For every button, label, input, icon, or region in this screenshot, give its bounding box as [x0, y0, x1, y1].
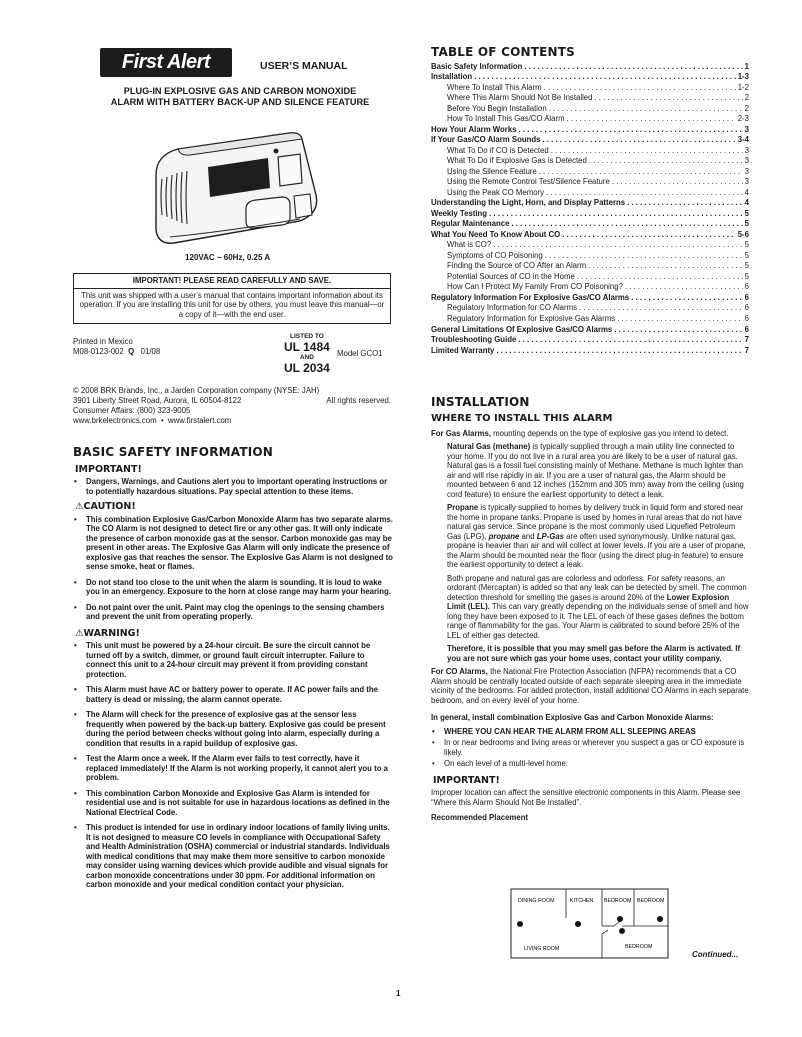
toc-leader-dots	[562, 230, 736, 241]
toc-leader-dots	[577, 272, 743, 283]
toc-entry-page: 5	[744, 271, 749, 281]
toc-entry-page: 6	[744, 314, 749, 323]
toc-entry-title: What is CO?	[447, 240, 492, 250]
lpgas-italic: LP-Gas	[536, 531, 564, 541]
room-bedroom-3: BEDROOM	[625, 944, 653, 950]
toc-entry[interactable]	[431, 282, 749, 293]
lel-paragraph	[431, 574, 749, 641]
caution-bullet: • Do not stand too close to the unit when the alarm is sounding. It is loud to wake you in an emergency. Exposure to the horn at close range may harm your hearing.	[73, 578, 393, 597]
toc-entry[interactable]	[431, 230, 749, 241]
toc-leader-dots	[519, 125, 743, 136]
toc-entry-title: Regular Maintenance	[431, 219, 510, 229]
warning-bullet: • This unit must be powered by a 24-hour circuit. Be sure the circuit cannot be turned off by a switch, dimmer, or ground fault circuit interrupter. Failure to connect this unit to a 24-hour circuit may prevent it from providing constant protection.	[73, 641, 393, 679]
power-rating: 120VAC ~ 60Hz, 0.25 A	[185, 253, 271, 262]
caution-bullets	[73, 515, 393, 622]
toc-entry-page: 5	[744, 261, 749, 271]
toc-entry-title: Using the Remote Control Test/Silence Feature	[447, 177, 610, 187]
toc-entry[interactable]	[431, 83, 749, 94]
toc-entry-page: 5	[744, 240, 749, 250]
room-living: LIVING ROOM	[524, 946, 560, 952]
toc-entry[interactable]	[431, 346, 749, 357]
room-bedroom-1: BEDROOM	[604, 898, 632, 904]
alarm-location-marker	[619, 928, 625, 934]
toc-entry-title: Where This Alarm Should Not Be Installed	[447, 93, 593, 103]
brand-logo: First Alert	[100, 48, 232, 77]
toc-leader-dots	[614, 325, 742, 336]
propane-paragraph	[431, 503, 749, 570]
toc-entry[interactable]	[431, 72, 749, 83]
toc-entry[interactable]	[431, 219, 749, 230]
toc-entry[interactable]	[431, 325, 749, 336]
address-line	[73, 396, 391, 406]
printing-info	[73, 337, 160, 357]
toc-entry-title: Finding the Source of CO After an Alarm	[447, 261, 587, 271]
toc-entry[interactable]	[431, 146, 749, 157]
alarm-location-marker	[657, 916, 663, 922]
co-intro	[431, 667, 749, 705]
therefore-paragraph: Therefore, it is possible that you may smell gas before the Alarm is activated. If you are not sure which gas your home uses, contact your utility company.	[447, 644, 741, 663]
caution-heading	[75, 501, 393, 513]
toc-leader-dots	[589, 156, 743, 167]
part-number-line	[73, 347, 160, 357]
toc-leader-dots	[627, 198, 743, 209]
warning-icon: ⚠	[75, 627, 84, 639]
natural-gas-paragraph	[431, 442, 749, 499]
toc-entry-title: If Your Gas/CO Alarm Sounds	[431, 135, 541, 145]
toc-entry-title: What To Do if CO is Detected	[447, 145, 549, 155]
toc-entry-title: Regulatory Information for CO Alarms	[447, 303, 577, 313]
toc-entry-page: 5	[744, 208, 749, 218]
room-bedroom-2: BEDROOM	[637, 898, 665, 904]
co-intro-text: the National Fire Protection Association (NFPA) recommends that a CO Alarm should be centrally located outside of each separate sleeping area in the immediate vicinity of the bedrooms. For added protection, install additional CO Alarms in each separate bedroom, and on every level of your home.	[431, 667, 749, 705]
gas-intro-text: mounting depends on the type of explosive gas you intend to detect.	[490, 428, 729, 438]
ul-2034: UL 2034	[284, 361, 330, 376]
toc-entry[interactable]	[431, 104, 749, 115]
toc-entry-title: General Limitations Of Explosive Gas/CO Alarms	[431, 324, 613, 334]
toc-entry[interactable]	[431, 188, 749, 199]
toc-entry[interactable]	[431, 303, 749, 314]
product-title-line-2: ALARM WITH BATTERY BACK-UP AND SILENCE FEATURE	[110, 97, 370, 108]
warning-bullet: • Test the Alarm once a week. If the Alarm ever fails to test correctly, have it replaced immediately! If the Alarm is not working properly, it cannot alert you to a problem.	[73, 754, 393, 783]
model-number: Model GCO1	[337, 349, 383, 358]
important-label: IMPORTANT!	[75, 463, 142, 475]
toc-entry-title: Troubleshooting Guide	[431, 335, 517, 345]
ul-listing	[284, 333, 330, 375]
caution-bullet: • This combination Explosive Gas/Carbon Monoxide Alarm has two separate alarms. The CO Alarm is not designed to detect fire or any other gas. It will only indicate the presence of carbon monoxide gas at the sensor. Carbon monoxide gas may be present in other areas. The Explosive Gas Alarm will only indicate the presence of explosive gas that reaches the sensor. The Explosive Gas Alarm is not designed to sense smoke, heat or flames.	[73, 515, 393, 572]
page-number: 1	[396, 989, 401, 998]
toc-entry-page: 3-4	[737, 135, 749, 145]
general-bullet: • On each level of a multi-level home.	[431, 759, 749, 769]
propane-term: Propane	[447, 503, 479, 513]
toc-entry-page: 2-3	[737, 114, 749, 124]
important-notice-box	[73, 273, 391, 324]
toc-entry-page: 7	[744, 345, 749, 355]
warning-bullet: • The Alarm will check for the presence of explosive gas at the sensor less frequently when powered by the back-up battery. Explosive gas could be present during the period between checks without going into alarm, especially during a condition that results in a rapid buildup of explosive gas.	[73, 710, 393, 748]
toc-entry-title: Regulatory Information for Explosive Gas Alarms	[447, 314, 616, 323]
toc-entry-page: 1-2	[737, 82, 749, 92]
toc-entry[interactable]	[431, 114, 749, 125]
toc-entry-title: Using the Silence Feature	[447, 166, 537, 176]
warning-bullet: • This Alarm must have AC or battery power to operate. If AC power fails and the battery is dead or missing, the alarm cannot operate.	[73, 685, 393, 704]
propane-text-1: is typically supplied to homes by delivery truck in liquid form and stored near the home in propane tanks. Propane is used by homes in rural areas that do not have natural gas service. Since propane is the most commonly used Liquefied Petroleum Gas (LPG),	[447, 503, 743, 541]
where-to-install-heading: WHERE TO INSTALL THIS ALARM	[431, 412, 613, 424]
websites	[73, 416, 393, 426]
address: 3901 Liberty Street Road, Aurora, IL 60504-8122	[73, 395, 242, 405]
toc-entry-title: Understanding the Light, Horn, and Display Patterns	[431, 198, 626, 208]
alarm-unit-illustration	[150, 125, 330, 250]
propane-italic: propane	[488, 531, 520, 541]
toc-entry-page: 3	[744, 177, 749, 187]
toc-entry-title: Where To Install This Alarm	[447, 82, 542, 92]
install-important-label: IMPORTANT!	[433, 774, 500, 786]
alarm-location-marker	[575, 921, 581, 927]
installation-section	[431, 395, 749, 827]
toc-entry-page: 4	[744, 198, 749, 208]
and-label: AND	[299, 354, 314, 362]
toc-leader-dots	[625, 282, 743, 293]
toc-entry[interactable]	[431, 261, 749, 272]
gas-intro	[431, 429, 749, 439]
toc-entry-title: Limited Warranty	[431, 345, 495, 355]
toc-entry-page: 5-6	[737, 229, 749, 239]
product-title	[60, 86, 420, 108]
toc-entry-title: How To Install This Gas/CO Alarm	[447, 114, 565, 124]
natural-gas-term: Natural Gas (methane)	[447, 442, 531, 452]
toc-entry-page: 6	[744, 324, 749, 334]
toc-entry[interactable]	[431, 167, 749, 178]
toc-leader-dots	[617, 314, 743, 325]
toc-leader-dots	[474, 72, 736, 83]
toc-entry[interactable]	[431, 125, 749, 136]
toc-list	[431, 62, 749, 356]
toc-leader-dots	[567, 114, 736, 125]
lel-text-1: Both propane and natural gas are colorless and odorless. For safety reasons, an ordorant (Mercaptan) is added so that any leak can be detected by smell. The common detection threshold for smelling the gases is around 20% of the	[447, 573, 747, 602]
toc-entry-title: Regulatory Information For Explosive Gas/CO Alarms	[431, 292, 630, 302]
toc-entry[interactable]	[431, 135, 749, 146]
website-link-brk[interactable]: www.brkelectronics.com	[73, 415, 157, 425]
toc-leader-dots	[511, 219, 742, 230]
toc-entry[interactable]	[431, 293, 749, 304]
natural-gas-text: is typically supplied through a main utility line connected to your home. If you do not live in a rural area you are likely to be a user of natural gas. Natural gas is a fossil fuel consisting mainly of Methane. Methane is much lighter than air and will rise rapidly in air. If you are a user of natural gas, the Alarm should be mounted between 6 and 12 inches (152mm and 305 mm) away from the ceiling (using cord feature) to ensure the earliest opportunity to detect a leak.	[447, 442, 744, 499]
toc-leader-dots	[489, 209, 743, 220]
toc-entry[interactable]	[431, 156, 749, 167]
toc-leader-dots	[594, 93, 742, 104]
toc-leader-dots	[493, 240, 742, 251]
room-dining: DINING ROOM	[518, 898, 555, 904]
part-number: M08-0123-002	[73, 347, 124, 357]
manual-label: USER’S MANUAL	[260, 60, 348, 72]
general-bullet: • In or near bedrooms and living areas or wherever you suspect a gas or CO exposure is likely.	[431, 738, 749, 757]
toc-leader-dots	[539, 167, 743, 178]
toc-entry-page: 6	[744, 303, 749, 313]
toc-entry[interactable]	[431, 314, 749, 325]
toc-entry[interactable]	[431, 335, 749, 346]
print-date: 01/08	[140, 347, 161, 357]
toc-leader-dots	[524, 62, 742, 73]
product-title-line-1: PLUG-IN EXPLOSIVE GAS AND CARBON MONOXIDE	[123, 86, 357, 96]
toc-entry-page: 3	[744, 156, 749, 166]
toc-heading: TABLE OF CONTENTS	[431, 45, 575, 59]
floor-plan-diagram	[510, 888, 670, 960]
toc-entry[interactable]	[431, 240, 749, 251]
toc-leader-dots	[544, 83, 736, 94]
toc-entry-page: 3	[744, 124, 749, 134]
printed-in: Printed in Mexico	[73, 337, 133, 346]
toc-entry[interactable]	[431, 177, 749, 188]
toc-entry[interactable]	[431, 251, 749, 262]
warning-heading	[75, 628, 393, 640]
toc-entry-title: Basic Safety Information	[431, 61, 523, 71]
website-link-firstalert[interactable]: www.firstalert.com	[168, 415, 232, 425]
general-bullet: • WHERE YOU CAN HEAR THE ALARM FROM ALL SLEEPING AREAS	[431, 727, 749, 737]
install-important-text: Improper location can affect the sensitive electronic components in this Alarm. Please see “Where this Alarm Should Not Be Installed”.	[431, 788, 741, 807]
revision: Q	[128, 347, 135, 357]
toc-entry-page: 3	[744, 145, 749, 155]
toc-entry[interactable]	[431, 198, 749, 209]
warning-label: WARNING!	[83, 627, 140, 639]
warning-bullet: • This combination Carbon Monoxide and Explosive Gas Alarm is intended for residential use and is not suitable for use in hazardous locations as defined in the National Electrical Code.	[73, 789, 393, 818]
toc-entry-page: 5	[744, 219, 749, 229]
toc-entry-page: 3	[744, 166, 749, 176]
toc-entry[interactable]	[431, 93, 749, 104]
caution-bullet: • Do not paint over the unit. Paint may clog the openings to the sensing chambers and prevent the unit from operating properly.	[73, 603, 393, 622]
notice-heading: IMPORTANT! PLEASE READ CAREFULLY AND SAVE.	[74, 274, 390, 289]
toc-leader-dots	[518, 335, 742, 346]
general-install-bullets	[431, 727, 749, 769]
toc-entry-page: 2	[744, 103, 749, 113]
toc-entry-title: Weekly Testing	[431, 208, 488, 218]
installation-heading: INSTALLATION	[431, 395, 530, 409]
toc-entry-title: What You Need To Know About CO	[431, 229, 561, 239]
toc-entry-title: Using the Peak CO Memory	[447, 187, 545, 197]
toc-leader-dots	[546, 188, 743, 199]
toc-entry[interactable]	[431, 272, 749, 283]
toc-entry[interactable]	[431, 62, 749, 73]
propane-text-2: are often used synonymously. Unlike natural gas, propane is heavier than air and will collect at lower levels. If you are a user of propane, the Alarm should be mounted near the floor (using the direct plug-in feature) to ensure the earliest opportunity to detect a leak.	[447, 531, 746, 570]
toc-entry-page: 6	[744, 292, 749, 302]
important-bullet: • Dangers, Warnings, and Cautions alert you to important operating instructions or to potentially hazardous situations. Pay special attention to these items.	[73, 477, 393, 496]
toc-entry-title: How Can I Protect My Family From CO Poisoning?	[447, 282, 623, 292]
toc-entry[interactable]	[431, 209, 749, 220]
toc-entry-page: 1	[744, 61, 749, 71]
general-install-heading: In general, install combination Explosive Gas and Carbon Monoxide Alarms:	[431, 713, 714, 723]
toc-leader-dots	[631, 293, 743, 304]
caution-warning-icon: ⚠	[75, 501, 84, 513]
toc-entry-title: How Your Alarm Works	[431, 124, 517, 134]
toc-leader-dots	[551, 146, 743, 157]
toc-entry-title: Potential Sources of CO in the Home	[447, 271, 575, 281]
gas-intro-bold: For Gas Alarms,	[431, 428, 491, 438]
alarm-location-marker	[517, 921, 523, 927]
recommended-placement-label: Recommended Placement	[431, 813, 529, 823]
toc-leader-dots	[545, 251, 743, 262]
propane-and: and	[519, 531, 537, 541]
alarm-location-marker	[617, 916, 623, 922]
toc-leader-dots	[542, 135, 735, 146]
toc-leader-dots	[496, 346, 742, 357]
warning-bullet: • This product is intended for use in ordinary indoor locations of family living units. It is not designed to measure CO levels in compliance with Occupational Safety and Health Administration (OSHA) commercial or industrial standards. Individuals with medical conditions that may make them more sensitive to carbon monoxide may consider using warning devices which provide audible and visual signals for carbon monoxide concentrations under 30 ppm. For additional information on carbon monoxide and your medical condition contact your physician.	[73, 823, 393, 890]
basic-safety-heading: BASIC SAFETY INFORMATION	[73, 445, 274, 459]
toc-leader-dots	[549, 104, 743, 115]
toc-entry-title: Before You Begin Installation	[447, 103, 547, 113]
notice-body: This unit was shipped with a user’s manual that contains important information about its operation. If you are installing this unit for use by others, you must leave this manual—or a copy of it—with the end user.	[79, 290, 385, 319]
room-kitchen: KITCHEN	[570, 898, 594, 904]
copyright-line: © 2008 BRK Brands, Inc., a Jarden Corporation company (NYSE: JAH)	[73, 386, 320, 395]
consumer-affairs: Consumer Affairs: (800) 323-9005	[73, 405, 191, 415]
toc-entry-title: What To Do if Explosive Gas is Detected	[447, 156, 587, 166]
website-separator: •	[160, 415, 164, 425]
important-bullets	[73, 477, 393, 496]
toc-entry-page: 5	[744, 250, 749, 260]
rights-reserved: All rights reserved.	[326, 395, 391, 405]
toc-entry-page: 6	[744, 282, 749, 292]
toc-leader-dots	[612, 177, 743, 188]
copyright-block	[73, 386, 393, 426]
toc-entry-page: 7	[744, 335, 749, 345]
listed-to-label: LISTED TO	[289, 333, 324, 340]
lel-term: Lower Explosion Limit (LEL).	[447, 592, 730, 612]
ul-1484: UL 1484	[284, 339, 330, 354]
continued-label: Continued...	[692, 950, 739, 959]
toc-entry-title: Installation	[431, 72, 473, 82]
basic-safety-section	[73, 445, 393, 896]
toc-leader-dots	[579, 303, 743, 314]
toc-entry-page: 2	[744, 93, 749, 103]
caution-label: CAUTION!	[83, 501, 136, 513]
toc-entry-page: 4	[744, 187, 749, 197]
table-of-contents	[431, 45, 749, 356]
warning-bullets	[73, 641, 393, 890]
co-intro-bold: For CO Alarms,	[431, 667, 488, 677]
toc-entry-page: 1-3	[737, 72, 749, 82]
toc-leader-dots	[588, 261, 743, 272]
lel-text-2: This can vary greatly depending on the individuals sense of smell and how long they have been exposed to it. The LEL of each of these gases defines the bottom range of flammability for the gas. Your Alarm is calibrated to sound before 25% of the LEL of either gas detected.	[447, 602, 749, 640]
toc-entry-title: Symptoms of CO Poisoning	[447, 250, 543, 260]
